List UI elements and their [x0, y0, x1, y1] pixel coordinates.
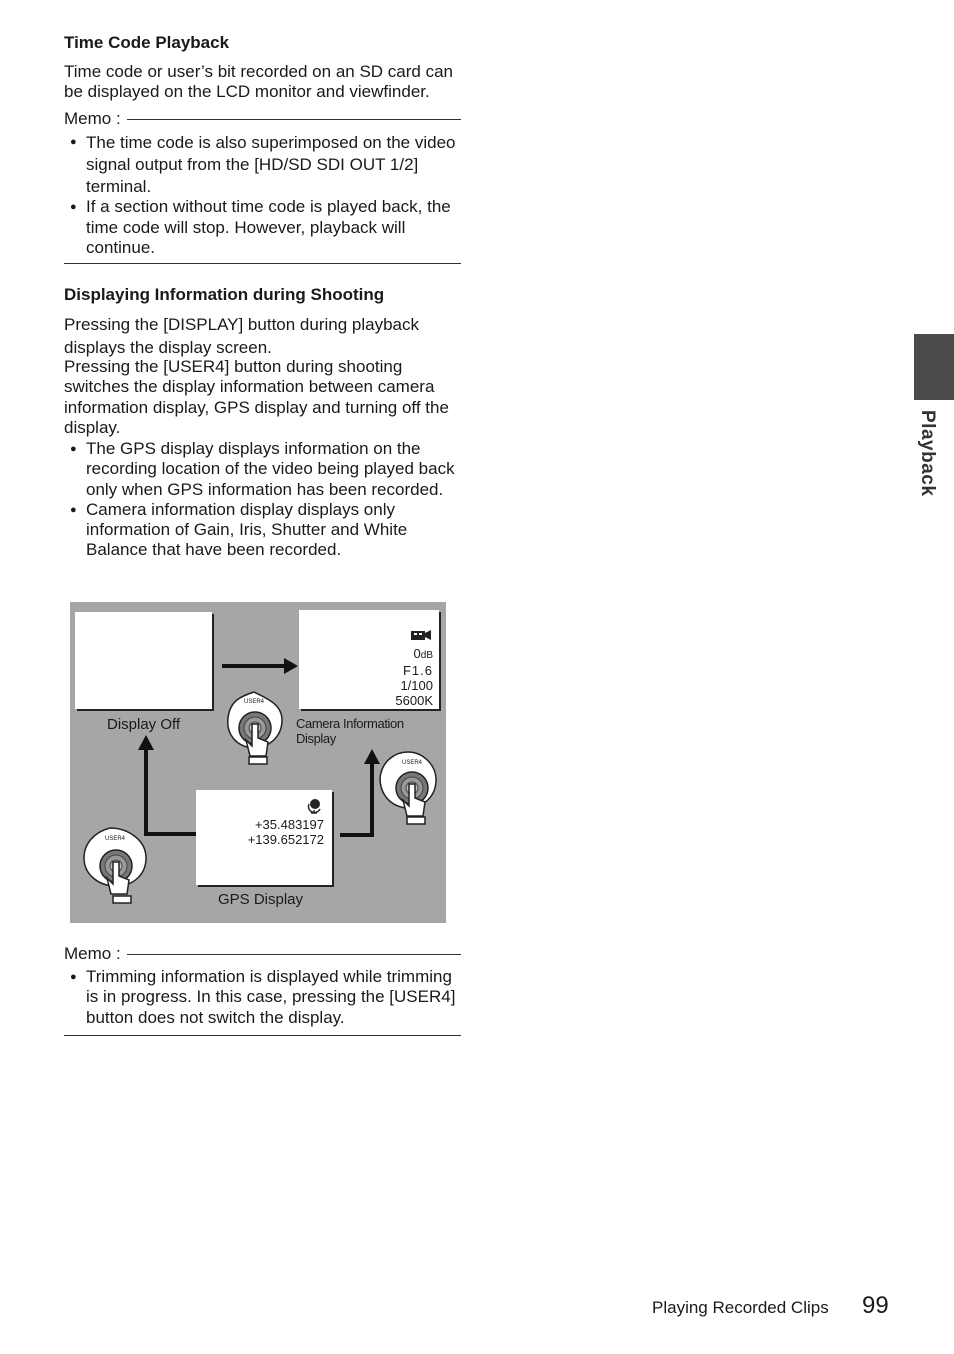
list-item: ● Trimming information is displayed while trimming is in progress. In this case, pressing the [USER4] button does not switch the display. [64, 967, 464, 1028]
gain-value: 0 [413, 646, 421, 661]
gps-display-label: GPS Display [218, 891, 304, 908]
memo-header [64, 109, 461, 129]
list-item: ● Camera information display displays only information of Gain, Iris, Shutter and White Balance that have been recorded. [64, 500, 464, 561]
section-heading-time-code: Time Code Playback [64, 33, 230, 52]
display-off-label: Display Off [107, 716, 181, 733]
display-bullet-list [64, 439, 464, 561]
camera-info-label: Camera Information Display [296, 716, 404, 746]
iris-value: F1.6 [402, 663, 433, 678]
display-paragraph-2: Pressing the [USER4] button during shooting switches the display information between camera information display, GPS display and turning off the display. [64, 357, 449, 437]
memo-bullet-list [64, 967, 464, 1028]
gain-unit: dB [420, 650, 433, 661]
memo-end-rule [64, 1035, 461, 1036]
white-balance-value: 5600K [395, 693, 433, 708]
list-item: ● If a section without time code is played back, the time code will stop. However, playback will continue. [64, 197, 464, 258]
gps-latitude: +35.483197 [254, 817, 324, 832]
user4-button [376, 750, 440, 828]
footer-section-title: Playing Recorded Clips [652, 1298, 829, 1317]
memo-header [64, 944, 461, 964]
user4-button [222, 690, 286, 768]
display-paragraph-1: Pressing the [DISPLAY] button during playback displays the display screen. [64, 315, 419, 357]
side-tab-marker [914, 334, 954, 400]
list-item: ● The GPS display displays information on the recording location of the video being played back only when GPS information has been recorded. [64, 439, 464, 500]
page-number: 99 [862, 1292, 889, 1319]
memo-end-rule [64, 263, 461, 264]
display-mode-diagram [70, 602, 446, 923]
user4-label: USER4 [105, 836, 126, 842]
side-tab-label [910, 408, 954, 508]
memo-bullet-list [64, 132, 464, 258]
section-heading-display-info: Displaying Information during Shooting [64, 285, 385, 304]
user4-label: USER4 [244, 699, 265, 705]
gps-longitude: +139.652172 [247, 832, 324, 847]
memo-label: Memo : [64, 944, 127, 963]
time-code-paragraph: Time code or user’s bit recorded on an SD card can be displayed on the LCD monitor and viewfinder. [64, 62, 453, 102]
list-item: ● The time code is also superimposed on the video signal output from the [HD/SD SDI OUT 1/2] terminal. [64, 132, 464, 197]
side-tab-text: Playback [917, 410, 938, 497]
user4-label: USER4 [402, 760, 423, 766]
memo-label: Memo : [64, 109, 127, 128]
user4-button [80, 826, 150, 908]
shutter-value: 1/100 [400, 678, 433, 693]
